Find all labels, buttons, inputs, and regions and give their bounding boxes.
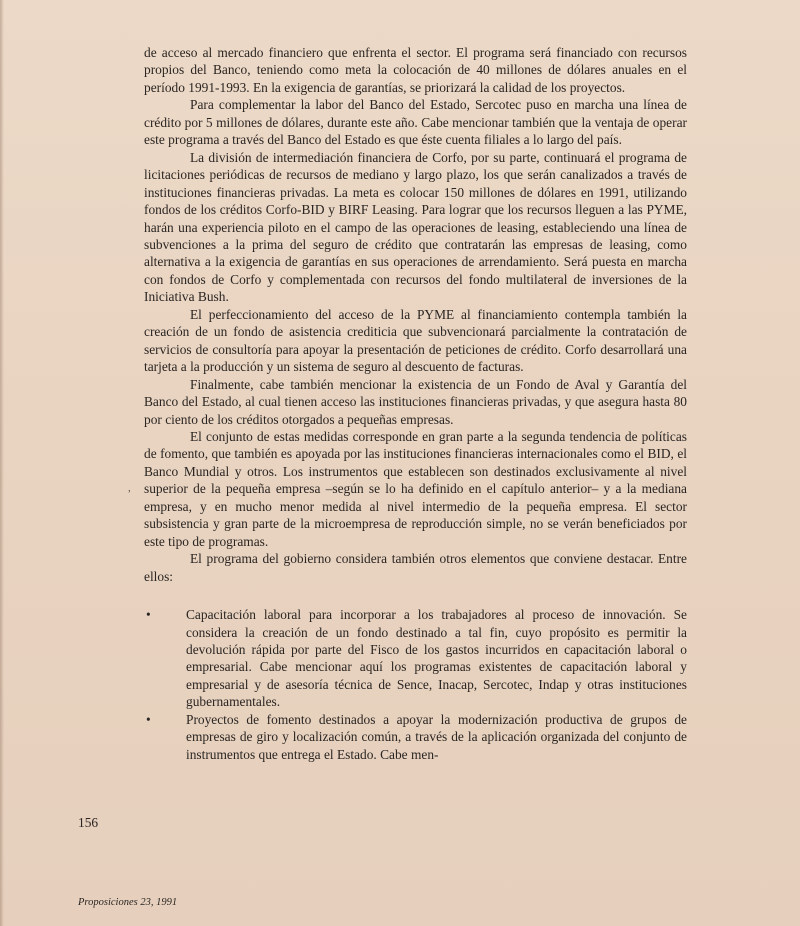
margin-mark: , — [128, 482, 131, 494]
paragraph-7: El programa del gobierno considera también otros elementos que conviene destacar. Entre ellos: — [144, 551, 687, 584]
bullet-list — [144, 606, 687, 763]
bullet-text: Capacitación laboral para incorporar a los trabajadores al proceso de innovación. Se considera la creación de un fondo destinado a tal fin, cuyo propósito es permitir la devolución rápida por parte del Fisco de los gastos incurridos en capacitación laboral o empresarial. Cabe mencionar aquí los programas existentes de capacitación laboral y empresarial y de asesoría técnica de Sence, Inacap, Sercotec, Indap y otras instituciones gubernamentales. — [186, 607, 687, 710]
running-footer: Proposiciones 23, 1991 — [78, 897, 178, 908]
paragraph-2: Para complementar la labor del Banco del Estado, Sercotec puso en marcha una línea de crédito por 5 millones de dólares, durante este año. Cabe mencionar también que la ventaja de operar este programa a través del Banco del Estado es que éste cuenta filiales a lo largo del país. — [144, 97, 687, 148]
page-number: 156 — [78, 815, 99, 830]
bullet-text: Proyectos de fomento destinados a apoyar la modernización productiva de grupos de empresas de giro y localización común, a través de la aplicación organizada del conjunto de instrumentos que entrega el Estado. Cabe men- — [186, 711, 687, 762]
paragraph-3: La división de intermediación financiera de Corfo, por su parte, continuará el programa de licitaciones periódicas de recursos de mediano y largo plazo, los que serán canalizados a través de instituciones financieras privadas. La meta es colocar 150 millones de dólares en 1991, utilizando fondos de los créditos Corfo-BID y BIRF Leasing. Para lograr que los recursos lleguen a las PYME, harán una experiencia piloto en el campo de las operaciones de leasing, estableciendo una línea de subvenciones a la prima del seguro de crédito que contratarán las empresas de leasing, como alternativa a la exigencia de garantías en sus operaciones de arrendamiento. Será puesta en marcha con fondos de Corfo y complementada con recursos del fondo multilateral de inversiones de la Iniciativa Bush. — [144, 149, 687, 305]
page-edge-shadow — [0, 0, 4, 926]
list-item — [144, 606, 687, 711]
paragraph-5: Finalmente, cabe también mencionar la existencia de un Fondo de Aval y Garantía del Banco del Estado, al cual tienen acceso las instituciones financieras privadas, y que asegura hasta 80 por ciento de los créditos otorgados a pequeñas empresas. — [144, 376, 687, 427]
list-item — [144, 711, 687, 763]
paragraph-4: El perfeccionamiento del acceso de la PYME al financiamiento contempla también la creación de un fondo de asistencia crediticia que subvencionará parcialmente la contratación de servicios de consultoría para apoyar la presentación de peticiones de crédito. Corfo desarrollará una tarjeta a la producción y un sistema de seguro al descuento de facturas. — [144, 306, 687, 375]
bullet-marker: • — [146, 607, 151, 623]
paragraph-6: El conjunto de estas medidas corresponde en gran parte a la segunda tendencia de políticas de fomento, que también es apoyada por las instituciones financieras internacionales como el BID, el Banco Mundial y otros. Los instrumentos que establecen son destinados exclusivamente al nivel superior de la pequeña empresa –según se lo ha definido en el capítulo anterior– y a la mediana empresa, y en mucho menor medida al nivel intermedio de la pequeña empresa. El sector subsistencia y gran parte de la microempresa de reproducción simple, no se verán beneficiados por este tipo de programas. — [144, 428, 687, 549]
bullet-marker: • — [146, 711, 151, 727]
body-text — [144, 44, 687, 763]
paragraph-1: de acceso al mercado financiero que enfrenta el sector. El programa será financiado con recursos propios del Banco, teniendo como meta la colocación de 40 millones de dólares anuales en el período 1991-1993. En la exigencia de garantías, se priorizará la calidad de los proyectos. — [144, 45, 687, 95]
